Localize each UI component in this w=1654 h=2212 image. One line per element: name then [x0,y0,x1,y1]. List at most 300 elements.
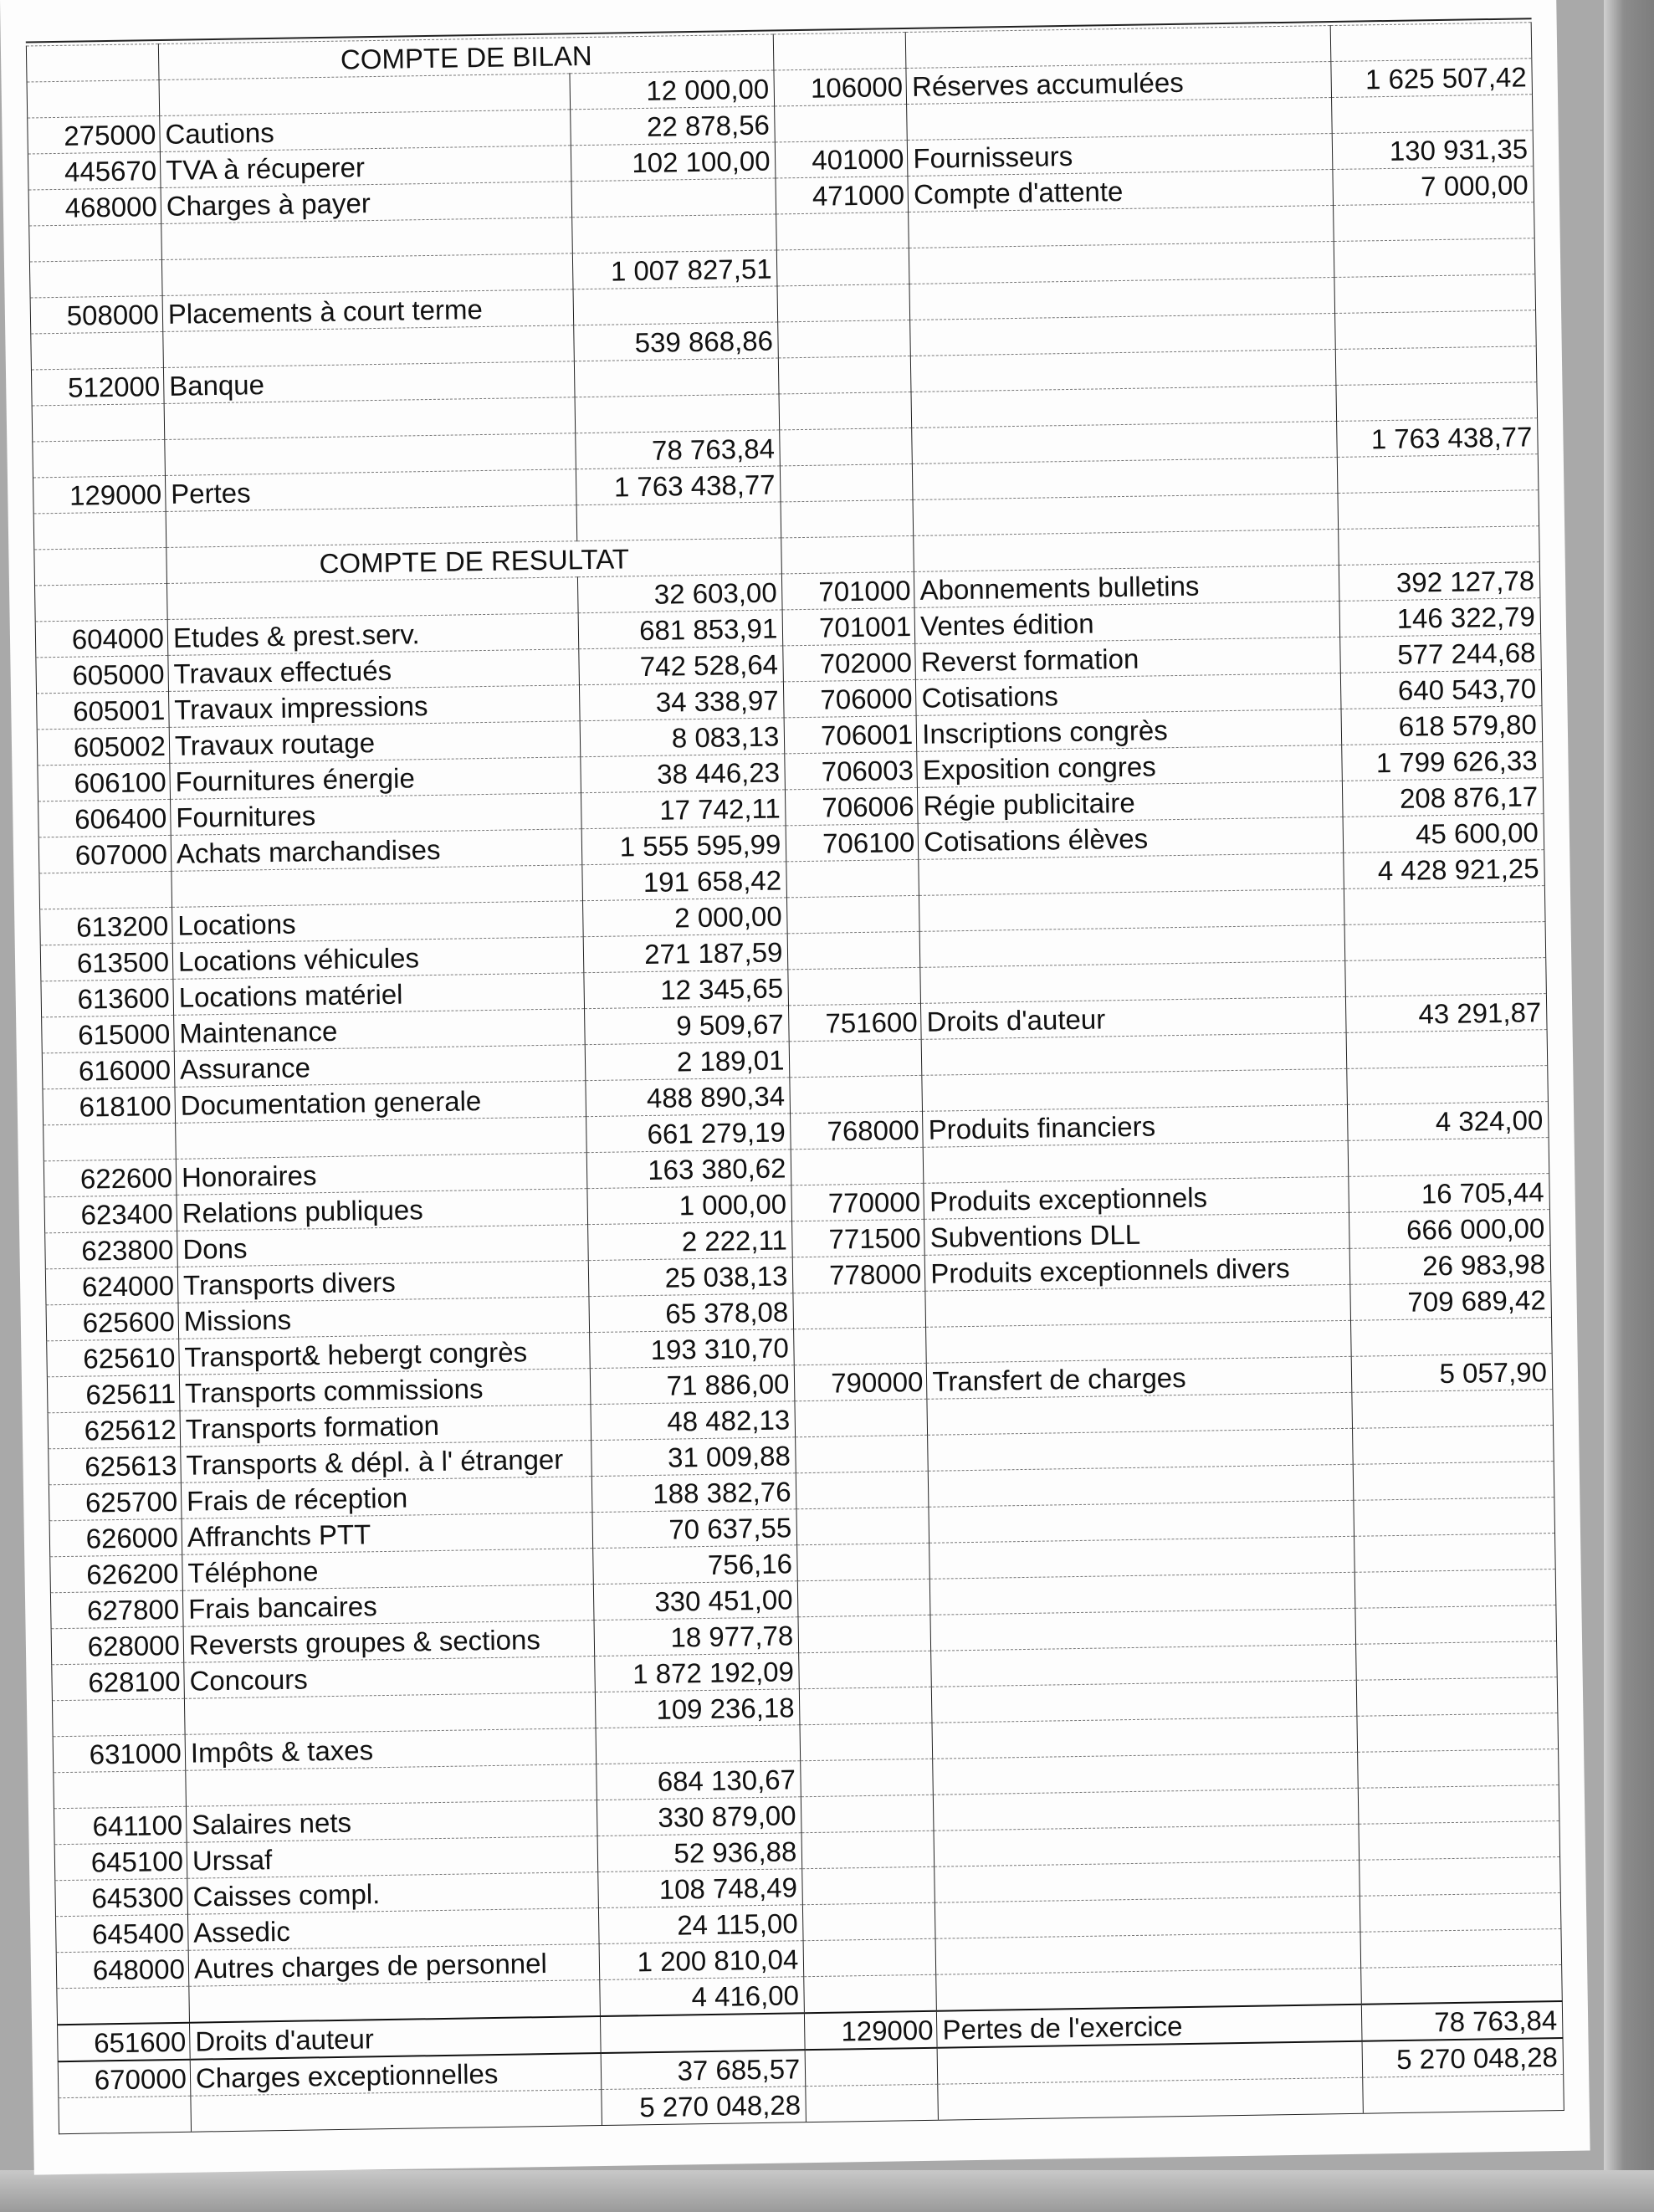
debit-amount: 2 189,01 [585,1042,790,1081]
debit-account-label [166,505,576,548]
debit-account-code [57,1986,190,2025]
credit-account-code [800,1687,933,1724]
debit-account-label: Autres charges de personnel [188,1944,599,1987]
debit-amount: 34 338,97 [579,682,784,721]
debit-account-label: Fournitures énergie [170,757,581,800]
debit-account-code: 625700 [49,1482,182,1520]
credit-account-code: 778000 [793,1255,926,1293]
credit-account-code: 768000 [791,1111,924,1149]
debit-amount [571,214,776,253]
debit-account-label: Locations [172,901,582,944]
debit-amount: 71 886,00 [590,1365,795,1405]
credit-amount [1360,1964,1562,2004]
debit-amount: 12 000,00 [570,70,775,110]
debit-account-label: Travaux effectués [168,649,579,692]
credit-account-code [781,463,914,501]
debit-amount: 108 748,49 [597,1869,802,1908]
debit-account-code: 468000 [28,188,161,226]
debit-amount: 4 416,00 [599,1977,804,2016]
credit-account-code [805,2048,938,2087]
debit-account-label: Téléphone [182,1549,593,1591]
credit-account-code [800,1723,933,1760]
debit-amount: 48 482,13 [591,1401,796,1441]
credit-account-code [799,1651,932,1688]
credit-account-code [796,1507,929,1544]
credit-account-label: Exposition congres [917,745,1342,787]
scan-shadow-bottom [0,2170,1654,2212]
resultat-title: COMPTE DE RESULTAT [166,538,782,584]
debit-account-label: Assedic [187,1908,598,1951]
debit-account-label: Locations véhicules [172,937,583,980]
debit-amount [600,2013,805,2053]
credit-account-label: Produits exceptionnels [924,1176,1349,1219]
credit-account-label: Produits financiers [923,1104,1348,1147]
credit-account-label: Ventes édition [914,601,1339,643]
debit-amount [576,502,781,541]
debit-amount: 65 378,08 [589,1293,794,1333]
debit-account-label [159,74,570,116]
debit-amount: 191 658,42 [581,862,786,901]
credit-amount [1334,238,1535,278]
debit-amount: 12 345,65 [584,970,789,1009]
debit-account-label: TVA à récuperer [160,146,571,188]
debit-amount: 2 222,11 [587,1221,792,1261]
debit-account-label: Charges exceptionnelles [190,2053,601,2096]
debit-account-label: Cautions [160,110,571,152]
bilan-title: COMPTE DE BILAN [158,34,774,80]
debit-amount: 1 763 438,77 [576,466,781,505]
credit-account-code [787,895,920,933]
credit-account-code [794,1327,927,1365]
debit-account-label [191,2090,602,2133]
debit-account-code: 613600 [41,979,174,1016]
credit-amount [1334,310,1536,350]
credit-account-code [791,1147,924,1185]
debit-account-label [172,865,582,908]
credit-amount: 709 689,42 [1350,1282,1552,1321]
credit-amount [1359,1820,1560,1860]
debit-account-code: 623800 [45,1231,178,1268]
credit-amount: 130 931,35 [1332,131,1534,170]
debit-account-label: Transport& hebergt congrès [179,1333,590,1375]
debit-account-code [29,224,162,262]
debit-account-label: Relations publiques [177,1189,587,1231]
debit-account-label: Pertes [165,469,576,512]
credit-account-label: Cotisations [916,673,1341,715]
debit-account-code [31,331,164,369]
credit-account-code [796,1435,929,1472]
credit-account-code: 790000 [795,1363,928,1400]
debit-account-code: 651600 [58,2023,191,2061]
debit-amount: 681 853,91 [578,610,783,649]
debit-account-code: 622600 [44,1159,177,1196]
credit-account-label: Fournisseurs [908,134,1333,177]
credit-account-code [803,1902,936,1940]
credit-amount [1358,1784,1559,1824]
debit-account-code [44,1123,177,1160]
credit-amount: 1 763 438,77 [1336,418,1538,458]
debit-account-label [161,253,572,296]
debit-account-code: 626200 [50,1554,183,1592]
credit-account-label: Réserves accumulées [906,62,1331,105]
credit-account-code: 129000 [805,2011,938,2050]
debit-amount: 17 742,11 [581,790,786,829]
debit-account-code: 624000 [45,1267,178,1304]
debit-amount: 37 685,57 [601,2050,806,2089]
debit-amount: 1 555 595,99 [581,826,786,865]
debit-amount: 742 528,64 [578,646,783,685]
debit-account-code: 623400 [44,1195,177,1232]
credit-amount [1345,958,1547,997]
credit-account-code: 706003 [785,751,918,789]
credit-amount [1359,1856,1560,1896]
credit-amount: 618 579,80 [1341,706,1543,745]
credit-amount: 146 322,79 [1339,598,1541,637]
debit-account-label: Transports divers [177,1261,588,1303]
debit-amount: 330 451,00 [593,1581,798,1621]
debit-account-code: 645300 [55,1878,188,1916]
credit-amount [1344,922,1546,961]
credit-amount [1338,490,1539,530]
credit-account-code: 770000 [791,1183,924,1221]
credit-account-label [938,2077,1363,2120]
debit-account-code: 604000 [35,619,168,657]
debit-account-label [165,433,576,476]
debit-account-label: Placements à court terme [162,289,573,332]
debit-amount: 330 879,00 [597,1797,801,1836]
credit-amount [1348,1138,1549,1177]
debit-amount: 22 878,56 [570,106,775,146]
debit-amount: 109 236,18 [595,1689,800,1728]
debit-account-label: Droits d'auteur [189,2016,600,2060]
credit-amount [1344,886,1545,925]
debit-account-code: 625612 [48,1411,181,1448]
debit-account-label: Etudes & prest.serv. [167,613,578,656]
credit-account-code [775,104,908,141]
debit-amount: 1 872 192,09 [594,1653,799,1692]
credit-account-code [781,499,914,537]
credit-amount [1331,95,1533,134]
debit-amount: 18 977,78 [594,1617,799,1656]
debit-amount: 52 936,88 [597,1833,802,1872]
credit-account-code [803,1938,936,1976]
credit-amount [1354,1498,1555,1537]
credit-amount: 5 270 048,28 [1362,2038,1564,2077]
debit-amount: 1 200 810,04 [599,1941,804,1980]
debit-account-code [32,403,165,441]
debit-account-label: Locations matériel [173,973,584,1016]
debit-account-label: Dons [177,1225,588,1267]
credit-amount [1336,382,1538,422]
credit-account-label: Produits exceptionnels divers [925,1248,1350,1291]
credit-amount [1335,346,1537,386]
debit-account-code: 648000 [56,1950,189,1988]
debit-account-label: Caisses compl. [187,1872,598,1915]
accounts-table [26,22,1564,2134]
credit-account-code [798,1615,931,1652]
credit-account-code [777,248,910,285]
debit-amount [574,358,779,397]
credit-amount [1333,202,1534,242]
credit-account-code [780,428,913,465]
debit-account-code: 616000 [42,1051,175,1088]
credit-amount [1357,1713,1559,1753]
debit-account-label: Travaux impressions [168,685,579,728]
debit-amount: 25 038,13 [588,1257,793,1297]
credit-account-code: 471000 [776,176,909,213]
debit-account-code: 618100 [43,1087,176,1124]
debit-account-code [39,871,172,909]
credit-account-label: Régie publicitaire [918,781,1343,823]
credit-amount [1350,1318,1552,1357]
credit-amount: 45 600,00 [1343,814,1544,853]
credit-account-code [796,1471,929,1508]
debit-account-label: Affranchts PTT [182,1513,592,1555]
debit-account-label: Frais de réception [181,1477,591,1519]
credit-account-label: Cotisations élèves [918,817,1343,859]
credit-account-label: Subventions DLL [924,1212,1349,1255]
debit-account-code: 625611 [47,1375,180,1412]
credit-account-label: Abonnements bulletins [914,565,1339,607]
credit-account-code: 401000 [776,140,909,177]
credit-account-label: Pertes de l'exercice [937,2005,1362,2048]
debit-account-code: 670000 [58,2060,191,2098]
credit-account-label: Transfert de charges [927,1356,1352,1399]
credit-amount [1360,1892,1561,1932]
debit-amount: 32 603,00 [577,574,782,613]
credit-amount [1357,1749,1559,1789]
debit-account-code: 625613 [49,1447,182,1484]
debit-account-label: Documentation generale [175,1081,586,1124]
debit-account-label: Maintenance [174,1009,585,1052]
debit-account-code: 445670 [28,152,161,190]
debit-account-label: Salaires nets [186,1800,597,1843]
debit-amount: 8 083,13 [580,718,785,757]
credit-account-code [790,1075,923,1113]
debit-account-label: Achats marchandises [171,829,581,872]
credit-amount [1337,454,1539,494]
credit-amount: 392 127,78 [1339,562,1540,602]
debit-account-label: Assurance [174,1045,585,1088]
credit-account-label: Droits d'auteur [921,996,1346,1039]
debit-account-code: 613200 [40,907,173,945]
debit-account-label [186,1764,597,1807]
credit-account-code [802,1866,935,1904]
credit-account-code [793,1291,926,1329]
debit-account-code: 645100 [54,1842,187,1880]
credit-amount [1354,1569,1556,1609]
credit-account-code [801,1831,935,1868]
debit-account-code: 129000 [33,475,166,513]
debit-account-code [27,80,160,118]
debit-account-label: Travaux routage [169,721,580,764]
credit-account-code [804,1974,937,2013]
debit-amount [575,394,780,433]
credit-account-code: 701000 [782,571,915,609]
credit-account-code [786,859,919,897]
credit-account-code: 706000 [784,679,917,717]
credit-account-code: 701001 [782,607,915,645]
debit-account-code: 615000 [42,1015,175,1052]
credit-account-code: 706006 [786,787,919,825]
debit-amount: 188 382,76 [591,1473,796,1513]
credit-amount [1363,2074,1564,2113]
debit-amount: 5 270 048,28 [601,2087,806,2126]
debit-account-label: Transports & dépl. à l' étranger [181,1441,591,1483]
debit-amount [596,1725,801,1764]
debit-amount: 78 763,84 [575,430,780,469]
debit-amount: 193 310,70 [589,1329,794,1369]
debit-account-code [33,511,166,549]
debit-account-label [176,1117,586,1160]
debit-amount: 756,16 [592,1545,797,1585]
debit-account-code: 625600 [46,1303,179,1340]
credit-account-code [801,1795,935,1832]
debit-account-label: Concours [184,1656,595,1699]
credit-amount: 43 291,87 [1345,994,1547,1033]
credit-account-code [798,1579,931,1616]
credit-amount: 7 000,00 [1333,166,1534,206]
debit-account-code: 607000 [38,835,172,873]
credit-amount: 577 244,68 [1340,634,1542,673]
credit-account-code [776,212,909,249]
debit-account-label: Banque [163,361,574,404]
credit-amount: 78 763,84 [1361,2001,1563,2041]
debit-account-code [34,583,167,621]
debit-amount: 38 446,23 [580,754,785,793]
credit-account-label: Reverst formation [915,637,1340,679]
debit-amount: 539 868,86 [573,322,778,361]
debit-amount: 488 890,34 [586,1078,791,1117]
credit-amount: 4 428 921,25 [1344,850,1545,889]
credit-amount: 208 876,17 [1342,778,1544,817]
debit-account-label [166,577,577,620]
credit-amount: 1 625 507,42 [1331,59,1533,98]
debit-amount: 1 007 827,51 [572,250,777,289]
scan-shadow-edge [1604,0,1654,2212]
debit-account-label [184,1692,595,1735]
debit-account-label: Transports formation [180,1405,591,1447]
debit-account-label [164,397,575,440]
credit-amount [1355,1605,1557,1645]
debit-amount: 661 279,19 [586,1114,791,1153]
debit-account-code: 628000 [51,1626,184,1664]
debit-amount: 9 509,67 [584,1006,789,1045]
credit-amount: 16 705,44 [1349,1174,1550,1213]
credit-account-code: 771500 [792,1219,925,1257]
debit-account-code: 606400 [38,799,172,837]
debit-amount [573,286,778,325]
debit-account-label: Urssaf [187,1836,597,1879]
debit-account-code: 606100 [38,763,171,801]
debit-account-label [189,1980,600,2023]
debit-amount: 271 187,59 [583,934,788,973]
credit-account-code [788,967,921,1005]
credit-amount: 4 324,00 [1347,1102,1549,1141]
debit-account-label: Frais bancaires [182,1585,593,1627]
debit-account-code [59,2096,192,2133]
credit-account-code: 702000 [783,643,916,681]
credit-account-code [801,1759,934,1796]
credit-account-code [779,356,912,393]
credit-amount [1346,1030,1548,1069]
debit-amount [571,178,776,218]
credit-amount [1352,1426,1554,1465]
debit-amount: 24 115,00 [598,1905,803,1944]
credit-amount: 1 799 626,33 [1342,742,1544,781]
debit-account-code: 613500 [40,943,173,981]
debit-amount: 2 000,00 [582,898,787,937]
debit-account-label: Fournitures [170,793,581,836]
debit-account-label [163,325,574,368]
debit-account-label: Honoraires [176,1153,586,1196]
credit-amount: 5 057,90 [1351,1354,1553,1393]
credit-amount [1353,1462,1554,1501]
credit-account-label: Inscriptions congrès [916,709,1341,751]
credit-amount: 26 983,98 [1349,1246,1551,1285]
debit-account-label: Transports commissions [179,1369,590,1411]
debit-account-code: 508000 [30,295,163,333]
debit-account-label: Reversts groupes & sections [183,1621,594,1663]
credit-account-code [806,2084,939,2122]
debit-amount: 31 009,88 [591,1437,796,1477]
debit-account-code: 631000 [53,1734,186,1772]
credit-account-code [795,1399,928,1436]
credit-account-code [778,320,911,357]
debit-account-code: 645400 [55,1914,188,1952]
debit-account-label: Charges à payer [161,182,571,224]
credit-account-code [779,392,912,429]
credit-account-code: 751600 [789,1003,922,1041]
credit-account-label: Compte d'attente [908,170,1333,212]
debit-account-code: 625610 [47,1339,180,1376]
credit-amount [1360,1928,1562,1968]
credit-account-code: 706001 [784,715,917,753]
debit-account-code: 512000 [31,367,164,405]
credit-account-code [797,1543,930,1580]
credit-account-code: 106000 [774,68,907,105]
debit-amount: 163 380,62 [586,1150,791,1189]
debit-account-code [52,1698,185,1736]
credit-amount [1354,1534,1555,1573]
credit-amount [1352,1390,1554,1429]
credit-amount [1347,1066,1549,1105]
credit-account-code: 706100 [786,823,919,861]
debit-account-code [29,260,162,298]
debit-account-code: 627800 [50,1590,183,1628]
debit-account-code: 626000 [49,1518,182,1556]
credit-amount: 666 000,00 [1349,1210,1550,1249]
debit-account-label: Impôts & taxes [185,1728,596,1771]
credit-account-code [790,1039,923,1077]
credit-amount [1355,1641,1557,1681]
debit-amount: 102 100,00 [571,142,776,182]
credit-amount [1356,1677,1558,1717]
debit-account-code: 605000 [36,655,169,693]
debit-account-code [33,439,166,477]
debit-amount: 70 637,55 [592,1509,797,1549]
debit-account-label: Missions [178,1297,589,1339]
debit-amount: 1 000,00 [587,1185,792,1225]
debit-account-code: 605002 [37,727,170,765]
debit-account-label [161,218,572,260]
credit-amount: 640 543,70 [1340,670,1542,709]
debit-account-code: 275000 [28,116,161,154]
debit-account-code: 605001 [37,691,170,729]
credit-amount [1334,274,1536,314]
debit-account-code: 628100 [52,1662,185,1700]
debit-amount: 684 130,67 [596,1761,801,1800]
